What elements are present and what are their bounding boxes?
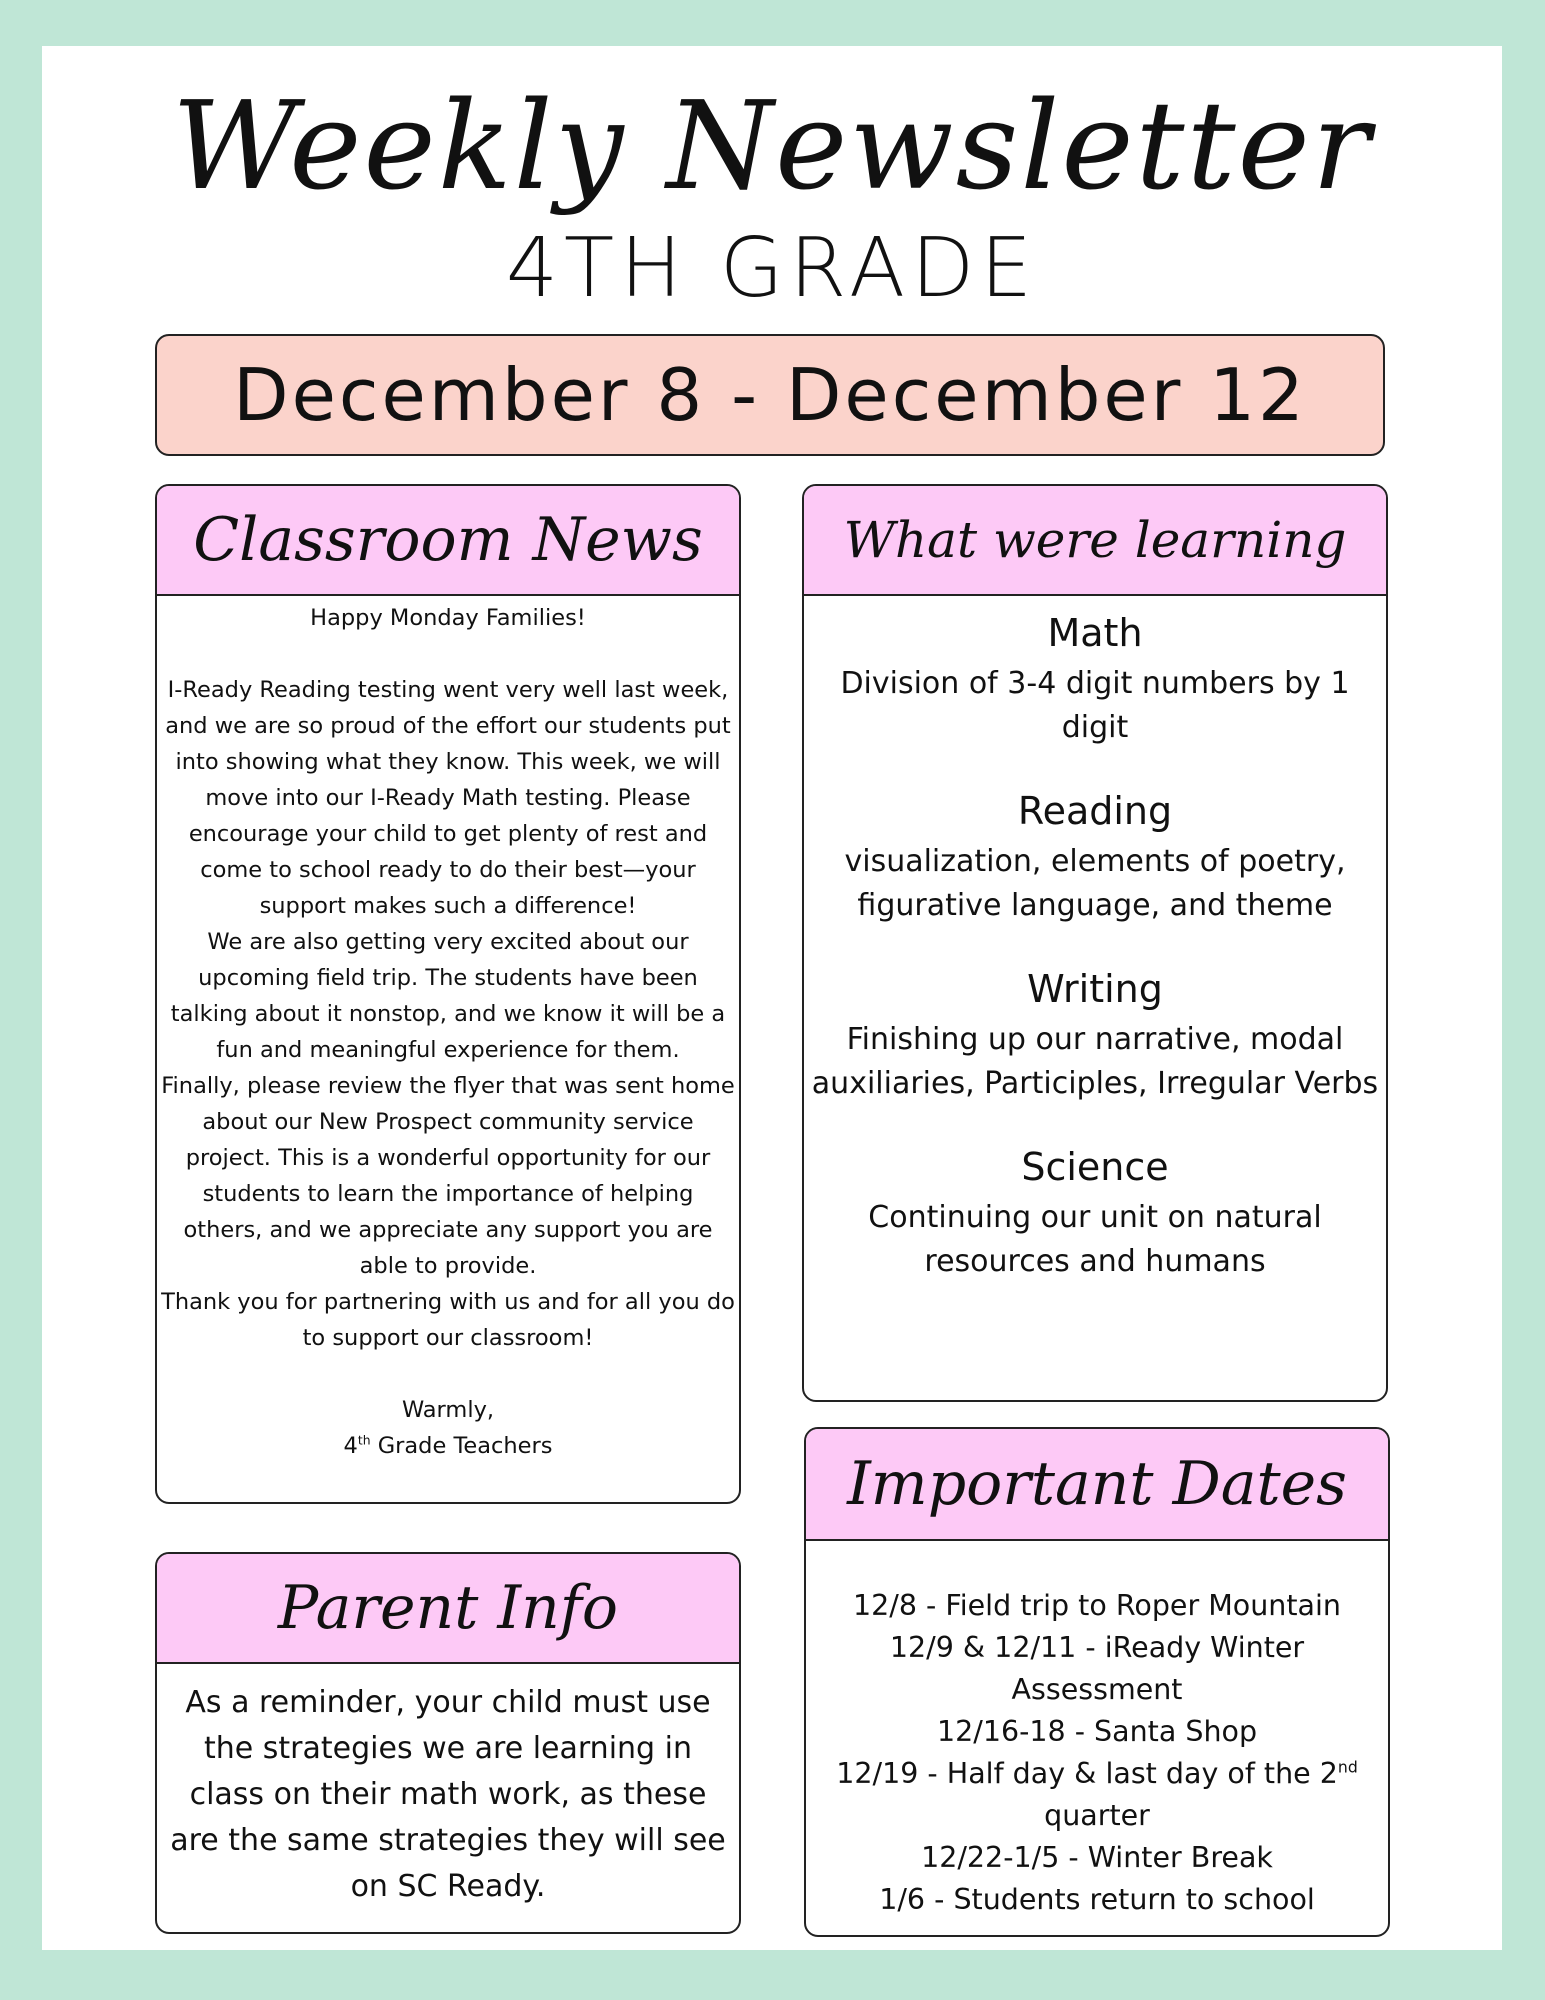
important-dates-section (804, 1427, 1390, 1937)
classroom-news-heading: Classroom News (157, 486, 739, 596)
subject-math (804, 610, 1386, 750)
news-paragraph-field-trip: We are also getting very excited about our upcoming field trip. The students have been talking about it nonstop, and we know it will be a fun and meaningful experience for them. (170, 929, 726, 1063)
parent-info-heading: Parent Info (157, 1554, 739, 1664)
date-item: 12/9 & 12/11 - iReady Winter Assessment (889, 1631, 1305, 1706)
news-paragraph-testing: I-Ready Reading testing went very well last week, and we are so proud of the effort our students put into showing what they know. This week, we will move into our I-Ready Math testing. Please encourage your child to get plenty of rest and come to school ready to do their best—your support makes such a difference! (165, 677, 731, 919)
grade-subtitle: 4TH GRADE (505, 221, 1039, 316)
subject-writing (804, 966, 1386, 1106)
date-item: 12/19 - Half day & last day of the 2nd quarter (836, 1757, 1358, 1832)
date-range-banner (155, 334, 1385, 456)
subject-title: Reading (1017, 789, 1173, 833)
important-dates-body (806, 1541, 1388, 1921)
subject-title: Math (1047, 611, 1143, 655)
subject-title: Writing (1027, 967, 1163, 1011)
learning-section (802, 484, 1388, 1402)
news-closing: Warmly, (401, 1397, 495, 1423)
newsletter-page (42, 46, 1502, 1950)
subject-text: visualization, elements of poetry, figurative language, and theme (844, 844, 1346, 923)
newsletter-title: Weekly Newsletter (171, 75, 1373, 217)
news-paragraph-service-project: Finally, please review the flyer that was sent home about our New Prospect community service project. This is a wonderful opportunity for our students to learn the importance of helping others, and we appreciate any support you are able to provide. (161, 1073, 735, 1279)
important-dates-heading: Important Dates (806, 1429, 1388, 1541)
news-greeting: Happy Monday Families! (310, 605, 586, 631)
date-item: 1/6 - Students return to school (879, 1883, 1315, 1916)
news-paragraph-thanks: Thank you for partnering with us and for all you do to support our classroom! (161, 1289, 735, 1351)
date-item: 12/22-1/5 - Winter Break (921, 1841, 1273, 1874)
classroom-news-section (155, 484, 741, 1504)
subject-science (804, 1144, 1386, 1284)
date-item: 12/16-18 - Santa Shop (936, 1715, 1258, 1748)
classroom-news-body (157, 596, 739, 1464)
learning-body (804, 596, 1386, 1284)
learning-heading: What were learning (804, 486, 1386, 596)
date-range-text: December 8 - December 12 (233, 353, 1307, 437)
subject-text: Continuing our unit on natural resources and humans (868, 1200, 1322, 1279)
subject-title: Science (1021, 1145, 1169, 1189)
news-signature: 4th Grade Teachers (343, 1433, 553, 1459)
date-item: 12/8 - Field trip to Roper Mountain (852, 1589, 1341, 1622)
subject-reading (804, 788, 1386, 928)
parent-info-body: As a reminder, your child must use the strategies we are learning in class on their math work, as these are the same strategies they will see on SC Ready. (170, 1685, 726, 1904)
subject-text: Finishing up our narrative, modal auxiliaries, Participles, Irregular Verbs (811, 1022, 1379, 1101)
subject-text: Division of 3-4 digit numbers by 1 digit (840, 666, 1350, 745)
parent-info-section (155, 1552, 741, 1934)
